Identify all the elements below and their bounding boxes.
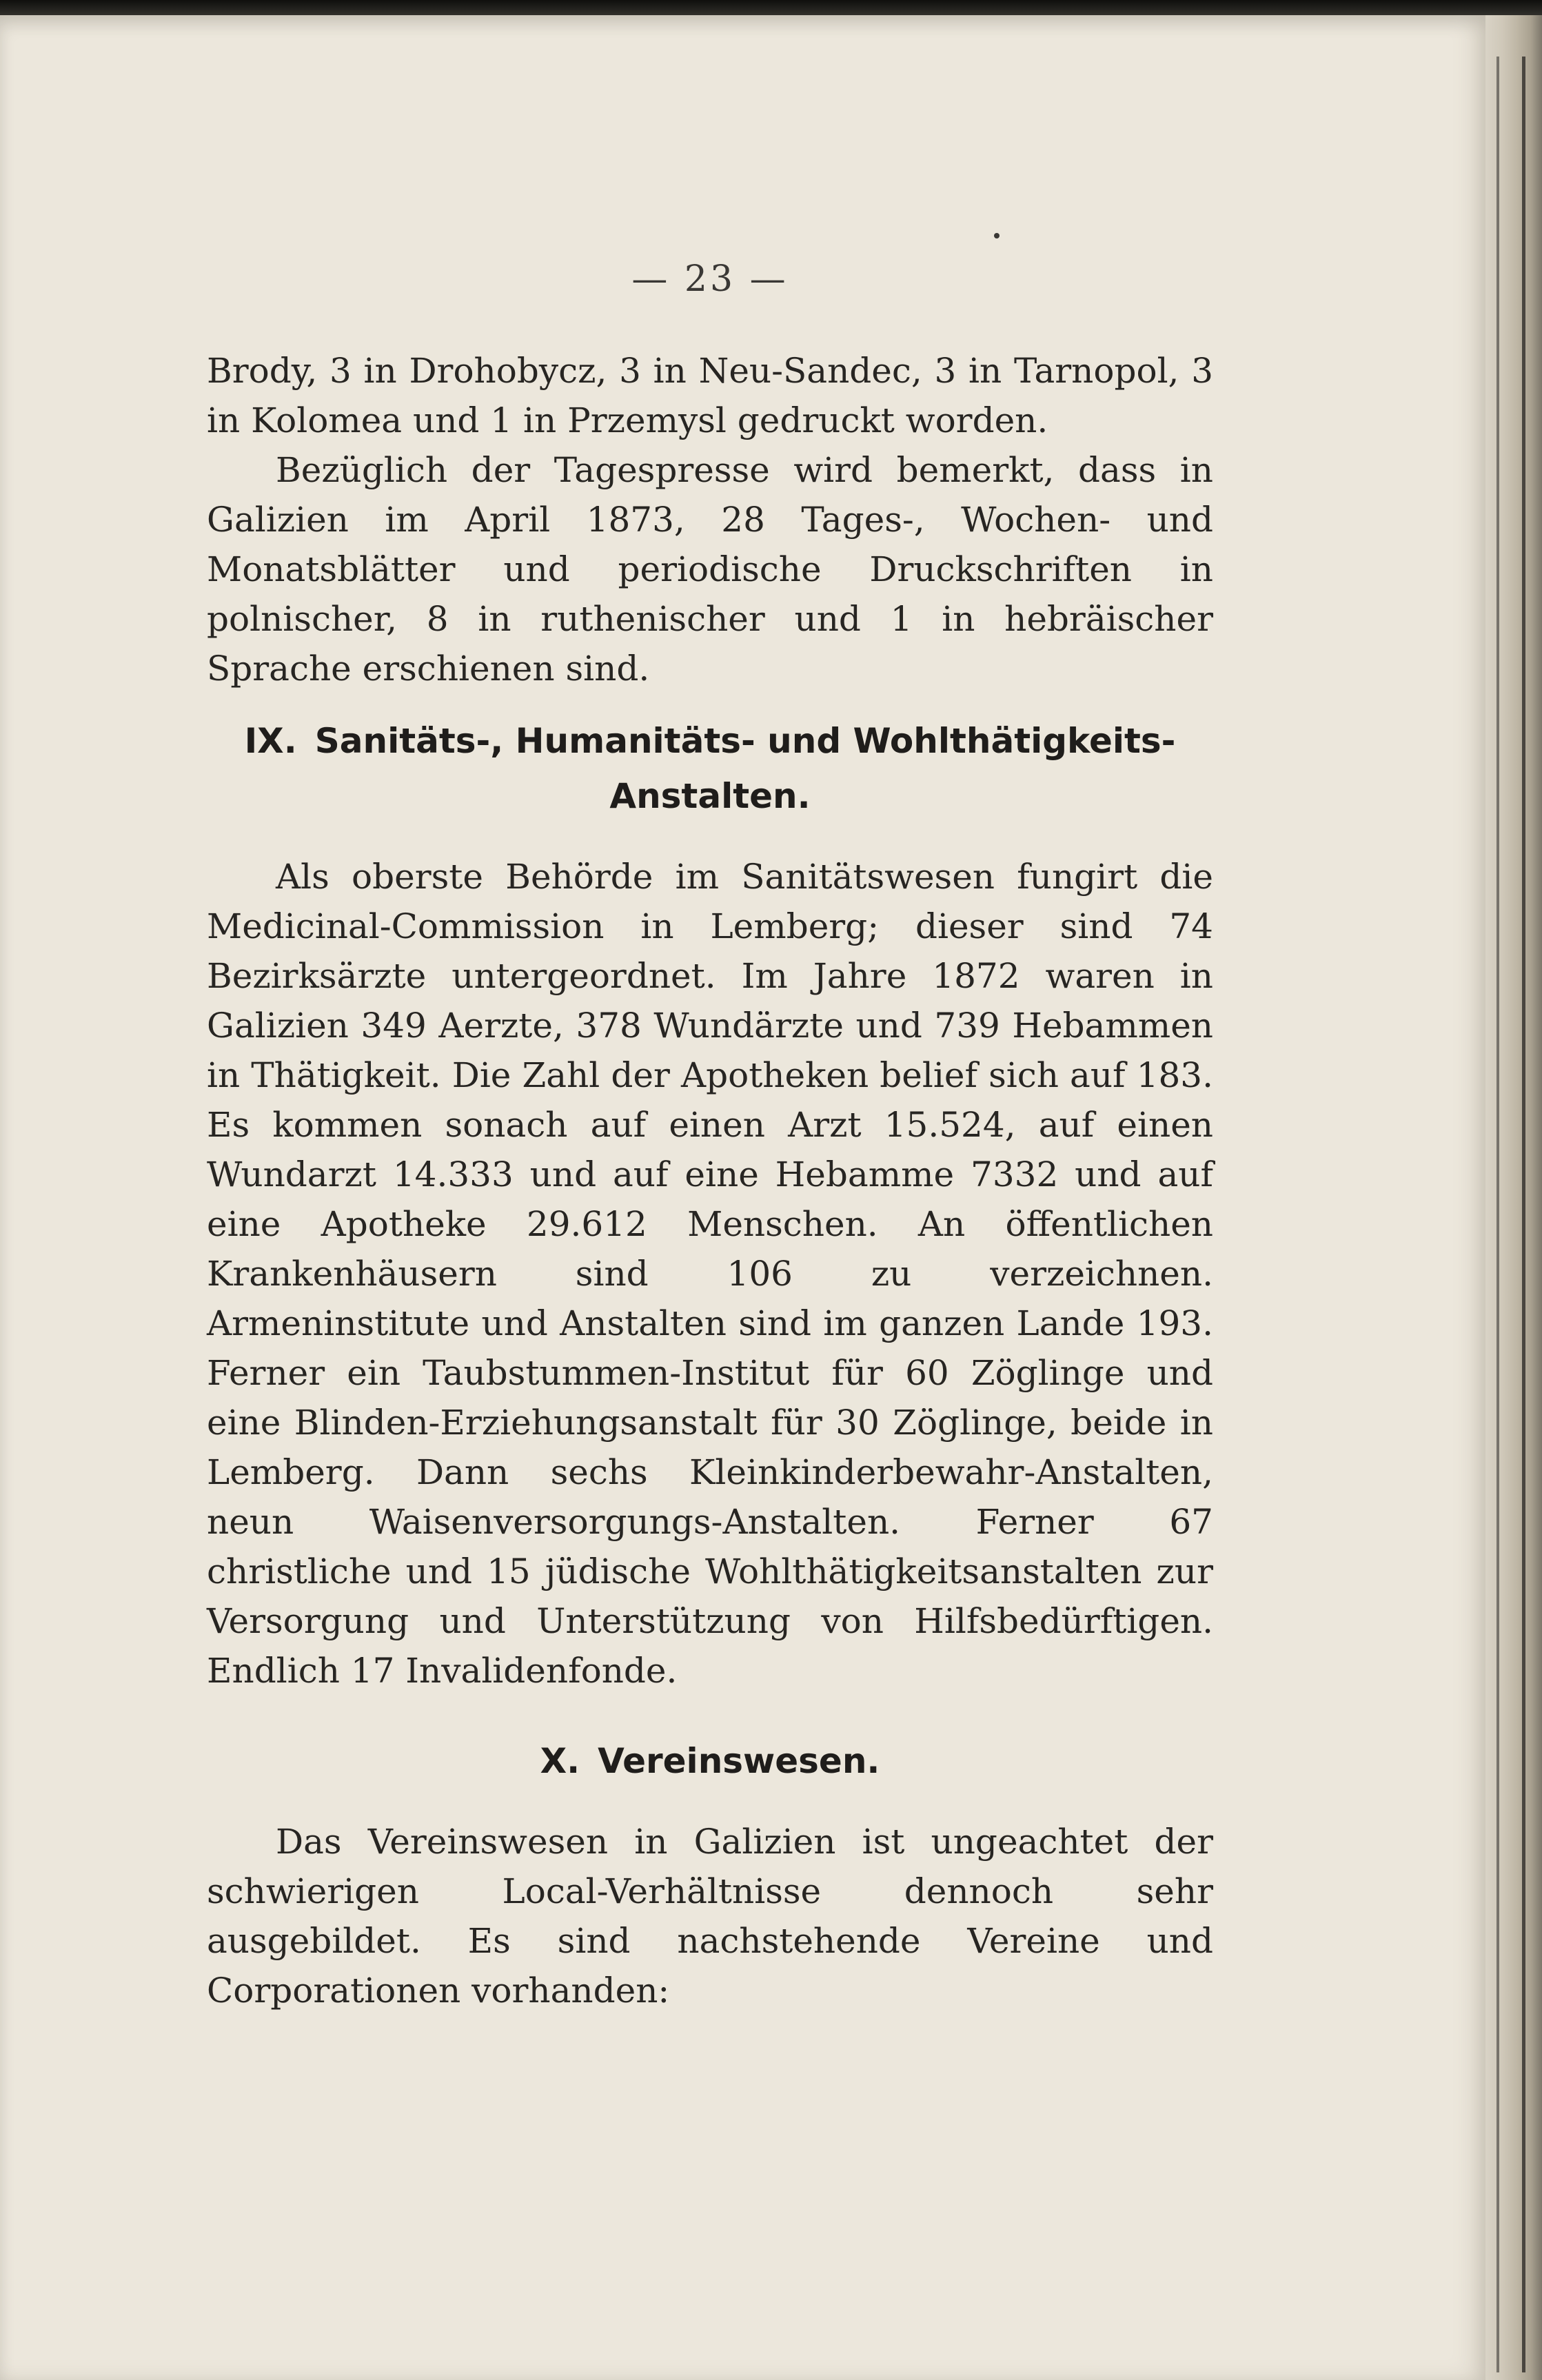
section-ix-heading-line2: Anstalten. bbox=[609, 776, 811, 816]
page-edge-strip bbox=[1485, 15, 1542, 2380]
edge-shadow-line bbox=[1522, 57, 1525, 2372]
section-x-heading bbox=[207, 1733, 1213, 1789]
page-number: — 23 — bbox=[631, 258, 789, 300]
paragraph-tagespresse: Bezüglich der Tagespresse wird bemerkt, dass in Galizien im April 1873, 28 Tages-, Wochen- und Monatsblätter und periodische Druckschriften in polnischer, 8 in ruthenischer und 1 in hebräischer Sprache erschienen sind. bbox=[207, 450, 1213, 689]
paragraph-continuation: Brody, 3 in Drohobycz, 3 in Neu-Sandec, 3 in Tarnopol, 3 in Kolomea und 1 in Przemysl gedruckt worden. bbox=[207, 351, 1213, 440]
section-ix-title-line1: Sanitäts-, Humanitäts- und Wohlthätigkeits- bbox=[314, 721, 1176, 761]
edge-shadow-line bbox=[1497, 57, 1499, 2372]
print-speck bbox=[994, 233, 1000, 238]
section-x-number: X. bbox=[540, 1741, 580, 1781]
section-x-body: Das Vereinswesen in Galizien ist ungeachtet der schwierigen Local-Verhältnisse dennoch sehr ausgebildet. Es sind nachstehende Vereine und Corporationen vorhanden: bbox=[207, 1822, 1213, 2011]
section-ix-body: Als oberste Behörde im Sanitätswesen fungirt die Medicinal-Commission in Lemberg; dieser sind 74 Bezirksärzte untergeordnet. Im Jahre 1872 waren in Galizien 349 Aerzte, 378 Wundärzte und 739 Hebammen in Thätigkeit. Die Zahl der Apotheken belief sich auf 183. Es kommen sonach auf einen Arzt 15.524, auf einen Wundarzt 14.333 und auf eine Hebamme 7332 und auf eine Apotheke 29.612 Menschen. An öffentlichen Krankenhäusern sind 106 zu verzeichnen. Armeninstitute und Anstalten sind im ganzen Lande 193. Ferner ein Taubstummen-Institut für 60 Zöglinge und eine Blinden-Erziehungsanstalt für 30 Zöglinge, beide in Lemberg. Dann sechs Kleinkinderbewahr-Anstalten, neun Waisenversorgungs-Anstalten. Ferner 67 christliche und 15 jüdische Wohlthätigkeitsanstalten zur Versorgung und Unterstützung von Hilfsbedürftigen. Endlich 17 Invalidenfonde. bbox=[207, 857, 1213, 1691]
section-x-title: Vereinswesen. bbox=[598, 1741, 880, 1781]
section-ix-heading bbox=[207, 713, 1213, 769]
section-ix-number: IX. bbox=[244, 721, 297, 761]
